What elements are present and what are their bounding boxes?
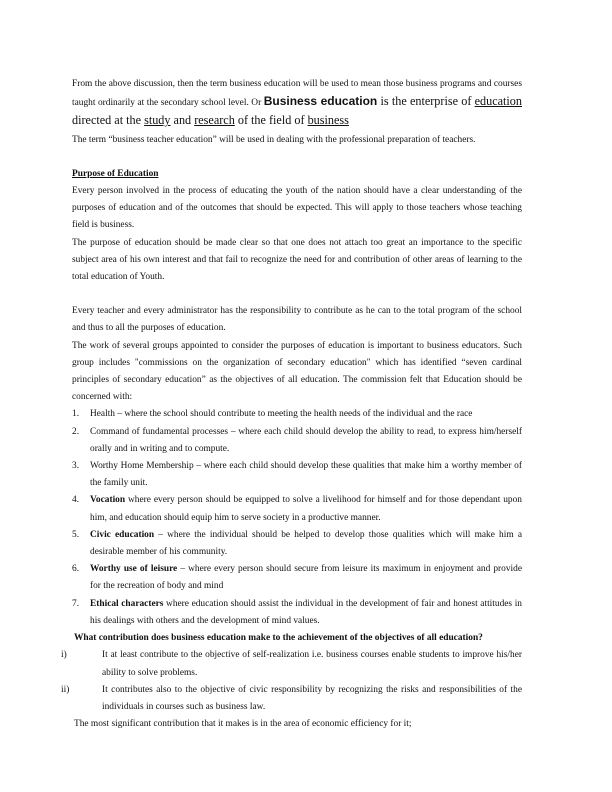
study-link[interactable]: study	[144, 113, 171, 128]
list-number: 6.	[72, 564, 80, 575]
commission-paragraph: The work of several groups appointed to consider the purposes of education is important to business educators. Such group includes "commissions on the organization of secondary education" which has identified “seven cardinal principles of secondary education” as the objectives of all education. The commission felt that Education should be concerned with:	[72, 340, 522, 403]
intro-text: From the above discussion, then the term business education will be used to mean those business programs and courses taught ordinarily at the secondary school level. Or	[72, 79, 522, 109]
list-item	[72, 596, 522, 630]
business-education-term: Business education	[263, 94, 378, 109]
list-item-bold: Vocation	[90, 495, 126, 506]
list-item-text: – where the individual should be helped to develop those qualities which will make him a desirable member of his community.	[90, 529, 522, 558]
list-item	[61, 647, 522, 681]
list-number: ii)	[61, 684, 70, 695]
intro-text-2: is the enterprise of	[377, 94, 475, 109]
intro-text-5: of the field of	[234, 113, 308, 128]
teacher-education-paragraph: The term “business teacher education” will be used in dealing with the professional preparation of teachers.	[72, 134, 476, 145]
list-item	[72, 424, 522, 458]
closing-paragraph: The most significant contribution that it makes is in the area of economic efficiency for it;	[74, 719, 412, 730]
list-number: 2.	[72, 426, 80, 437]
list-number: 5.	[72, 529, 80, 540]
purpose-paragraph-1: Every person involved in the process of educating the youth of the nation should have a clear understanding of the purposes of education and of the outcomes that should be expected. This will apply to those teachers whose teaching field is business.	[72, 186, 522, 231]
list-item	[72, 527, 522, 561]
list-item-bold: Civic education	[90, 529, 155, 540]
list-item-text: Worthy Home Membership – where each child should develop these qualities that make him a worthy member of the family unit.	[90, 461, 522, 489]
list-number: 4.	[72, 495, 80, 506]
list-item-text: Health – where the school should contribute to meeting the health needs of the individual and the race	[90, 409, 473, 420]
intro-text-3: directed at the	[72, 113, 145, 128]
list-item-text: – where every person should secure from leisure its maximum in enjoyment and provide for the recreation of body and mind	[90, 564, 522, 592]
list-number: 1.	[72, 409, 80, 420]
list-number: 7.	[72, 598, 80, 609]
cardinal-principles-list	[72, 406, 522, 630]
document-page	[61, 76, 522, 733]
intro-paragraph	[72, 76, 522, 132]
list-item-text: It at least contribute to the objective of self-realization i.e. business courses enable students to improve his/her ability to solve problems.	[102, 650, 522, 678]
spacer	[72, 286, 522, 303]
list-number: i)	[61, 650, 67, 661]
contributions-list	[61, 647, 522, 716]
research-link[interactable]: research	[194, 113, 235, 128]
list-item	[72, 492, 522, 526]
spacer	[72, 149, 522, 166]
intro-text-4: and	[170, 113, 195, 128]
list-item-bold: Worthy use of leisure	[90, 564, 178, 575]
list-item	[72, 458, 522, 492]
responsibility-paragraph: Every teacher and every administrator has the responsibility to contribute as he can to the total program of the school and thus to all the purposes of education.	[72, 306, 522, 334]
purpose-paragraph-2: The purpose of education should be made clear so that one does not attach too great an importance to the specific subject area of his own interest and that fail to recognize the need for and contribution of other areas of learning to the total education of Youth.	[72, 237, 522, 283]
purpose-heading: Purpose of Education	[72, 168, 159, 179]
list-item-bold: Ethical characters	[90, 598, 164, 609]
list-item	[72, 561, 522, 595]
list-item-text: where education should assist the individual in the development of fair and honest attitudes in his dealings with others and the development of mind values.	[90, 598, 522, 626]
business-link[interactable]: business	[307, 113, 349, 128]
contribution-question: What contribution does business education make to the achievement of the objectives of all education?	[74, 633, 483, 644]
list-item-text: Command of fundamental processes – where each child should develop the ability to read, to express him/herself orally and in writing and to compute.	[90, 426, 522, 454]
list-item	[72, 406, 522, 423]
education-link[interactable]: education	[474, 94, 522, 109]
list-item-text: where every person should be equipped to solve a livelihood for himself and for those dependant upon him, and education should equip him to serve society in a productive manner.	[90, 495, 522, 523]
list-item	[61, 682, 522, 716]
list-item-text: It contributes also to the objective of civic responsibility by recognizing the risks and responsibilities of the individuals in courses such as business law.	[102, 684, 522, 712]
list-number: 3.	[72, 461, 80, 472]
